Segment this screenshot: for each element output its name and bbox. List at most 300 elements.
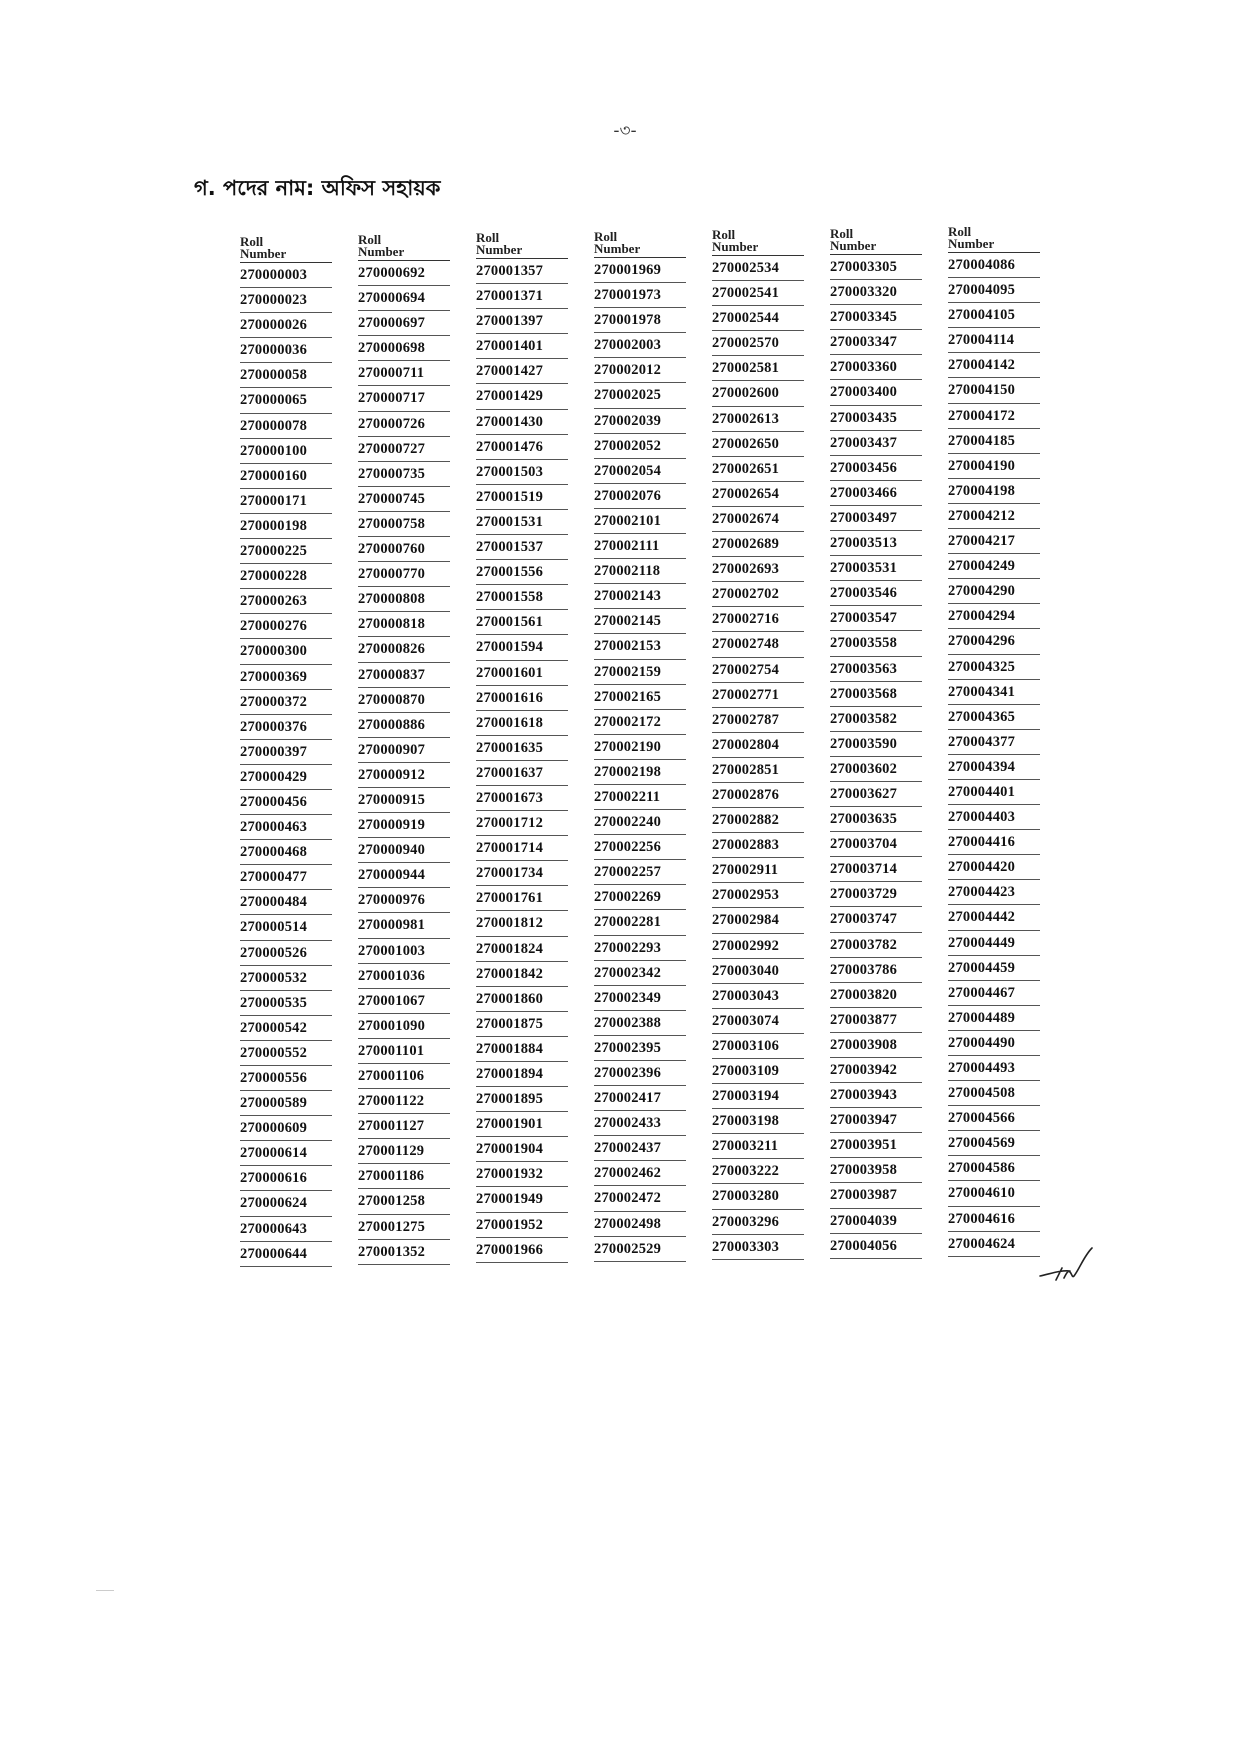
roll-number: 270001558 xyxy=(476,585,568,610)
roll-number: 270004377 xyxy=(948,730,1040,755)
roll-number: 270002529 xyxy=(594,1237,686,1262)
roll-number: 270000609 xyxy=(240,1116,332,1141)
roll-number: 270003908 xyxy=(830,1033,922,1058)
roll-number: 270003466 xyxy=(830,481,922,506)
roll-number: 270000711 xyxy=(358,361,450,386)
roll-number: 270002748 xyxy=(712,632,804,657)
roll-number: 270001429 xyxy=(476,384,568,409)
roll-number: 270002702 xyxy=(712,582,804,607)
roll-number: 270002754 xyxy=(712,658,804,683)
roll-number: 270000915 xyxy=(358,788,450,813)
roll-number: 270004416 xyxy=(948,830,1040,855)
roll-number: 270002190 xyxy=(594,735,686,760)
roll-number: 270002211 xyxy=(594,785,686,810)
roll-number: 270003958 xyxy=(830,1158,922,1183)
signature-mark xyxy=(1036,1240,1096,1290)
roll-number: 270002165 xyxy=(594,685,686,710)
roll-number: 270004586 xyxy=(948,1156,1040,1181)
roll-number: 270000692 xyxy=(358,261,450,286)
roll-number: 270000644 xyxy=(240,1242,332,1267)
column-header-line1: Roll xyxy=(594,229,618,244)
roll-number: 270004365 xyxy=(948,705,1040,730)
roll-number: 270001875 xyxy=(476,1012,568,1037)
roll-number: 270001127 xyxy=(358,1114,450,1139)
roll-number: 270003602 xyxy=(830,757,922,782)
column-header-line2: Number xyxy=(240,246,287,261)
roll-number: 270000981 xyxy=(358,913,450,938)
roll-number: 270000745 xyxy=(358,487,450,512)
roll-number: 270002600 xyxy=(712,381,804,406)
roll-number: 270004616 xyxy=(948,1207,1040,1232)
roll-number: 270000616 xyxy=(240,1166,332,1191)
roll-number: 270004420 xyxy=(948,855,1040,880)
column-header-line1: Roll xyxy=(358,232,382,247)
roll-number: 270000535 xyxy=(240,991,332,1016)
roll-number: 270003987 xyxy=(830,1183,922,1208)
roll-number: 270003074 xyxy=(712,1009,804,1034)
roll-number: 270002581 xyxy=(712,356,804,381)
roll-number: 270000556 xyxy=(240,1066,332,1091)
roll-number: 270001973 xyxy=(594,283,686,308)
roll-number: 270001714 xyxy=(476,836,568,861)
roll-number: 270000944 xyxy=(358,863,450,888)
roll-number: 270004624 xyxy=(948,1232,1040,1257)
roll-number: 270000456 xyxy=(240,790,332,815)
roll-number: 270000263 xyxy=(240,589,332,614)
roll-number: 270001712 xyxy=(476,811,568,836)
roll-number: 270000003 xyxy=(240,263,332,288)
roll-number: 270000976 xyxy=(358,888,450,913)
roll-number: 270004294 xyxy=(948,604,1040,629)
roll-number: 270002462 xyxy=(594,1161,686,1186)
roll-number: 270004403 xyxy=(948,805,1040,830)
column-header-line2: Number xyxy=(358,244,405,259)
column-header xyxy=(358,234,450,261)
roll-number: 270002052 xyxy=(594,434,686,459)
roll-number: 270000160 xyxy=(240,464,332,489)
roll-number: 270001036 xyxy=(358,964,450,989)
column-header xyxy=(948,226,1040,253)
roll-number: 270003546 xyxy=(830,581,922,606)
roll-number: 270000726 xyxy=(358,412,450,437)
roll-number: 270002025 xyxy=(594,383,686,408)
roll-number: 270000624 xyxy=(240,1191,332,1216)
roll-number: 270003497 xyxy=(830,506,922,531)
roll-number: 270002437 xyxy=(594,1136,686,1161)
roll-number: 270000171 xyxy=(240,489,332,514)
roll-list xyxy=(358,261,458,1265)
roll-number: 270004290 xyxy=(948,579,1040,604)
roll-number: 270003222 xyxy=(712,1159,804,1184)
roll-column xyxy=(594,231,694,1262)
roll-number: 270002689 xyxy=(712,532,804,557)
roll-number: 270004569 xyxy=(948,1131,1040,1156)
roll-number: 270000886 xyxy=(358,713,450,738)
roll-number: 270003211 xyxy=(712,1134,804,1159)
roll-number: 270002293 xyxy=(594,936,686,961)
roll-number: 270000552 xyxy=(240,1041,332,1066)
roll-number: 270001894 xyxy=(476,1062,568,1087)
roll-number: 270001734 xyxy=(476,861,568,886)
roll-number: 270001352 xyxy=(358,1240,450,1265)
roll-number: 270003040 xyxy=(712,959,804,984)
roll-number: 270001519 xyxy=(476,485,568,510)
roll-number: 270000940 xyxy=(358,838,450,863)
roll-number: 270000770 xyxy=(358,562,450,587)
roll-number: 270002498 xyxy=(594,1212,686,1237)
roll-number: 270004142 xyxy=(948,353,1040,378)
column-header-line2: Number xyxy=(712,239,759,254)
roll-number: 270001673 xyxy=(476,786,568,811)
scan-artifact xyxy=(96,1590,114,1591)
roll-number: 270002256 xyxy=(594,835,686,860)
roll-number: 270003347 xyxy=(830,330,922,355)
section-heading: গ. পদের নাম: অফিস সহায়ক xyxy=(194,176,441,200)
roll-number: 270001430 xyxy=(476,410,568,435)
roll-number: 270001601 xyxy=(476,661,568,686)
roll-number: 270001258 xyxy=(358,1189,450,1214)
roll-number: 270000463 xyxy=(240,815,332,840)
roll-number: 270000912 xyxy=(358,763,450,788)
column-header xyxy=(594,231,686,258)
roll-number: 270003590 xyxy=(830,732,922,757)
roll-number: 270000484 xyxy=(240,890,332,915)
roll-number: 270000058 xyxy=(240,363,332,388)
roll-number: 270000514 xyxy=(240,915,332,940)
page-number: -৩- xyxy=(613,121,637,141)
roll-number: 270000225 xyxy=(240,539,332,564)
roll-number: 270001186 xyxy=(358,1164,450,1189)
roll-number: 270001952 xyxy=(476,1213,568,1238)
column-header xyxy=(476,232,568,259)
roll-number: 270003704 xyxy=(830,832,922,857)
roll-number: 270001901 xyxy=(476,1112,568,1137)
roll-list xyxy=(948,253,1048,1257)
roll-number: 270000694 xyxy=(358,286,450,311)
roll-number: 270002953 xyxy=(712,883,804,908)
roll-number: 270004095 xyxy=(948,278,1040,303)
roll-number: 270002145 xyxy=(594,609,686,634)
roll-number: 270000837 xyxy=(358,663,450,688)
roll-number: 270003782 xyxy=(830,933,922,958)
roll-column xyxy=(830,228,930,1259)
roll-number: 270003437 xyxy=(830,431,922,456)
roll-number: 270004056 xyxy=(830,1234,922,1259)
roll-number: 270004467 xyxy=(948,981,1040,1006)
roll-number: 270002716 xyxy=(712,607,804,632)
column-header-line2: Number xyxy=(830,238,877,253)
roll-number: 270002882 xyxy=(712,808,804,833)
roll-number: 270002118 xyxy=(594,559,686,584)
roll-number: 270004401 xyxy=(948,780,1040,805)
roll-list xyxy=(830,255,930,1259)
roll-number: 270001978 xyxy=(594,308,686,333)
roll-number: 270003747 xyxy=(830,907,922,932)
column-header-line2: Number xyxy=(948,236,995,251)
roll-number: 270004459 xyxy=(948,956,1040,981)
roll-number: 270002650 xyxy=(712,432,804,457)
roll-number: 270000198 xyxy=(240,514,332,539)
roll-column xyxy=(358,234,458,1265)
roll-number: 270004610 xyxy=(948,1181,1040,1206)
roll-number: 270000300 xyxy=(240,639,332,664)
roll-number: 270002349 xyxy=(594,986,686,1011)
roll-number: 270002054 xyxy=(594,459,686,484)
roll-column xyxy=(240,236,340,1267)
roll-number: 270002883 xyxy=(712,833,804,858)
roll-number: 270003106 xyxy=(712,1034,804,1059)
roll-number: 270000698 xyxy=(358,336,450,361)
roll-number: 270001842 xyxy=(476,962,568,987)
roll-number: 270002876 xyxy=(712,783,804,808)
roll-number: 270000727 xyxy=(358,437,450,462)
roll-number: 270002544 xyxy=(712,306,804,331)
roll-number: 270003547 xyxy=(830,606,922,631)
roll-number: 270001275 xyxy=(358,1215,450,1240)
roll-number: 270001401 xyxy=(476,334,568,359)
roll-number: 270004489 xyxy=(948,1006,1040,1031)
roll-number: 270001635 xyxy=(476,736,568,761)
roll-number: 270003513 xyxy=(830,531,922,556)
column-header-line1: Roll xyxy=(830,226,854,241)
roll-number: 270001824 xyxy=(476,937,568,962)
roll-number: 270000078 xyxy=(240,414,332,439)
roll-number: 270004198 xyxy=(948,479,1040,504)
roll-number: 270004423 xyxy=(948,880,1040,905)
roll-number: 270002472 xyxy=(594,1186,686,1211)
roll-number: 270003563 xyxy=(830,657,922,682)
roll-number: 270000614 xyxy=(240,1141,332,1166)
column-header xyxy=(240,236,332,263)
roll-number: 270000717 xyxy=(358,386,450,411)
roll-number: 270001969 xyxy=(594,258,686,283)
roll-number: 270003951 xyxy=(830,1133,922,1158)
roll-number: 270004086 xyxy=(948,253,1040,278)
roll-number: 270004249 xyxy=(948,554,1040,579)
roll-number: 270003582 xyxy=(830,707,922,732)
roll-number: 270002804 xyxy=(712,733,804,758)
roll-number: 270000023 xyxy=(240,288,332,313)
roll-number: 270003320 xyxy=(830,280,922,305)
roll-number: 270002153 xyxy=(594,634,686,659)
roll-number: 270004114 xyxy=(948,328,1040,353)
roll-number: 270002534 xyxy=(712,256,804,281)
roll-number: 270003198 xyxy=(712,1109,804,1134)
roll-number: 270000397 xyxy=(240,740,332,765)
column-header-line1: Roll xyxy=(476,230,500,245)
roll-number: 270003194 xyxy=(712,1084,804,1109)
roll-number: 270001106 xyxy=(358,1064,450,1089)
roll-number: 270002433 xyxy=(594,1111,686,1136)
roll-number: 270002076 xyxy=(594,484,686,509)
column-header xyxy=(712,229,804,256)
roll-number: 270000919 xyxy=(358,813,450,838)
column-header-line1: Roll xyxy=(712,227,736,242)
roll-number: 270001503 xyxy=(476,460,568,485)
roll-number: 270000907 xyxy=(358,738,450,763)
roll-number: 270000477 xyxy=(240,865,332,890)
roll-number: 270001594 xyxy=(476,635,568,660)
roll-number: 270003820 xyxy=(830,983,922,1008)
roll-number: 270003296 xyxy=(712,1210,804,1235)
roll-number: 270002003 xyxy=(594,333,686,358)
roll-number: 270001101 xyxy=(358,1039,450,1064)
column-header xyxy=(830,228,922,255)
column-header-line2: Number xyxy=(476,242,523,257)
roll-number: 270003400 xyxy=(830,380,922,405)
roll-number: 270003435 xyxy=(830,406,922,431)
roll-number: 270001932 xyxy=(476,1162,568,1187)
roll-number: 270004394 xyxy=(948,755,1040,780)
roll-number: 270003947 xyxy=(830,1108,922,1133)
roll-number: 270001637 xyxy=(476,761,568,786)
roll-number: 270002771 xyxy=(712,683,804,708)
roll-number: 270002570 xyxy=(712,331,804,356)
roll-number: 270001003 xyxy=(358,939,450,964)
roll-number: 270004039 xyxy=(830,1209,922,1234)
roll-number: 270000036 xyxy=(240,338,332,363)
roll-number: 270002281 xyxy=(594,910,686,935)
roll-number: 270002693 xyxy=(712,557,804,582)
roll-number: 270002388 xyxy=(594,1011,686,1036)
roll-number: 270003303 xyxy=(712,1235,804,1260)
roll-number: 270001129 xyxy=(358,1139,450,1164)
roll-number: 270002541 xyxy=(712,281,804,306)
roll-number: 270001618 xyxy=(476,711,568,736)
roll-number: 270002172 xyxy=(594,710,686,735)
roll-number: 270000826 xyxy=(358,637,450,662)
roll-number: 270000735 xyxy=(358,462,450,487)
roll-number: 270001427 xyxy=(476,359,568,384)
roll-number: 270001895 xyxy=(476,1087,568,1112)
roll-number: 270001537 xyxy=(476,535,568,560)
roll-number: 270003531 xyxy=(830,556,922,581)
roll-number: 270000643 xyxy=(240,1217,332,1242)
roll-number: 270004449 xyxy=(948,931,1040,956)
roll-number: 270000589 xyxy=(240,1091,332,1116)
roll-number: 270004105 xyxy=(948,303,1040,328)
roll-number: 270003877 xyxy=(830,1008,922,1033)
roll-number: 270003714 xyxy=(830,857,922,882)
roll-number: 270003280 xyxy=(712,1184,804,1209)
roll-number-columns xyxy=(240,224,1080,1262)
roll-number: 270002396 xyxy=(594,1061,686,1086)
roll-number: 270002111 xyxy=(594,534,686,559)
roll-number: 270001812 xyxy=(476,911,568,936)
roll-number: 270003043 xyxy=(712,984,804,1009)
roll-number: 270000100 xyxy=(240,439,332,464)
roll-number: 270004566 xyxy=(948,1106,1040,1131)
roll-column xyxy=(948,226,1048,1257)
roll-number: 270004217 xyxy=(948,529,1040,554)
roll-column xyxy=(712,229,812,1260)
roll-number: 270000808 xyxy=(358,587,450,612)
roll-number: 270003786 xyxy=(830,958,922,983)
roll-number: 270000026 xyxy=(240,313,332,338)
roll-number: 270000526 xyxy=(240,941,332,966)
roll-number: 270000429 xyxy=(240,765,332,790)
roll-number: 270002039 xyxy=(594,409,686,434)
roll-number: 270000697 xyxy=(358,311,450,336)
roll-number: 270002159 xyxy=(594,660,686,685)
roll-number: 270000818 xyxy=(358,612,450,637)
roll-number: 270001860 xyxy=(476,987,568,1012)
roll-number: 270003345 xyxy=(830,305,922,330)
roll-number: 270001884 xyxy=(476,1037,568,1062)
roll-number: 270004493 xyxy=(948,1056,1040,1081)
roll-number: 270001561 xyxy=(476,610,568,635)
roll-number: 270003109 xyxy=(712,1059,804,1084)
roll-number: 270000468 xyxy=(240,840,332,865)
roll-number: 270004325 xyxy=(948,655,1040,680)
roll-number: 270002654 xyxy=(712,482,804,507)
roll-number: 270003942 xyxy=(830,1058,922,1083)
roll-column xyxy=(476,232,576,1263)
roll-number: 270000376 xyxy=(240,715,332,740)
roll-number: 270002269 xyxy=(594,885,686,910)
roll-number: 270000065 xyxy=(240,388,332,413)
roll-number: 270003943 xyxy=(830,1083,922,1108)
roll-number: 270003635 xyxy=(830,807,922,832)
roll-number: 270004442 xyxy=(948,905,1040,930)
roll-number: 270002984 xyxy=(712,908,804,933)
roll-number: 270003568 xyxy=(830,682,922,707)
roll-number: 270001966 xyxy=(476,1238,568,1263)
roll-number: 270001397 xyxy=(476,309,568,334)
column-header-line1: Roll xyxy=(240,234,264,249)
roll-number: 270000870 xyxy=(358,688,450,713)
column-header-line2: Number xyxy=(594,241,641,256)
roll-number: 270004185 xyxy=(948,429,1040,454)
roll-number: 270002395 xyxy=(594,1036,686,1061)
roll-number: 270001090 xyxy=(358,1014,450,1039)
roll-number: 270002143 xyxy=(594,584,686,609)
roll-number: 270002992 xyxy=(712,934,804,959)
roll-number: 270002342 xyxy=(594,961,686,986)
roll-number: 270001761 xyxy=(476,886,568,911)
roll-number: 270000758 xyxy=(358,512,450,537)
roll-number: 270002240 xyxy=(594,810,686,835)
roll-number: 270000228 xyxy=(240,564,332,589)
roll-number: 270000369 xyxy=(240,665,332,690)
roll-number: 270000532 xyxy=(240,966,332,991)
roll-list xyxy=(594,258,694,1262)
roll-number: 270004341 xyxy=(948,680,1040,705)
roll-number: 270002012 xyxy=(594,358,686,383)
roll-number: 270004150 xyxy=(948,378,1040,403)
roll-number: 270002851 xyxy=(712,758,804,783)
roll-number: 270002417 xyxy=(594,1086,686,1111)
roll-number: 270001067 xyxy=(358,989,450,1014)
roll-list xyxy=(712,256,812,1260)
roll-number: 270000542 xyxy=(240,1016,332,1041)
roll-number: 270002101 xyxy=(594,509,686,534)
roll-list xyxy=(240,263,340,1267)
roll-number: 270002651 xyxy=(712,457,804,482)
roll-number: 270003729 xyxy=(830,882,922,907)
roll-number: 270001531 xyxy=(476,510,568,535)
roll-number: 270002198 xyxy=(594,760,686,785)
roll-number: 270004296 xyxy=(948,629,1040,654)
roll-number: 270002787 xyxy=(712,708,804,733)
roll-number: 270001476 xyxy=(476,435,568,460)
roll-number: 270004508 xyxy=(948,1081,1040,1106)
roll-number: 270003360 xyxy=(830,355,922,380)
roll-number: 270004172 xyxy=(948,404,1040,429)
column-header-line1: Roll xyxy=(948,224,972,239)
roll-number: 270002257 xyxy=(594,860,686,885)
roll-number: 270000372 xyxy=(240,690,332,715)
